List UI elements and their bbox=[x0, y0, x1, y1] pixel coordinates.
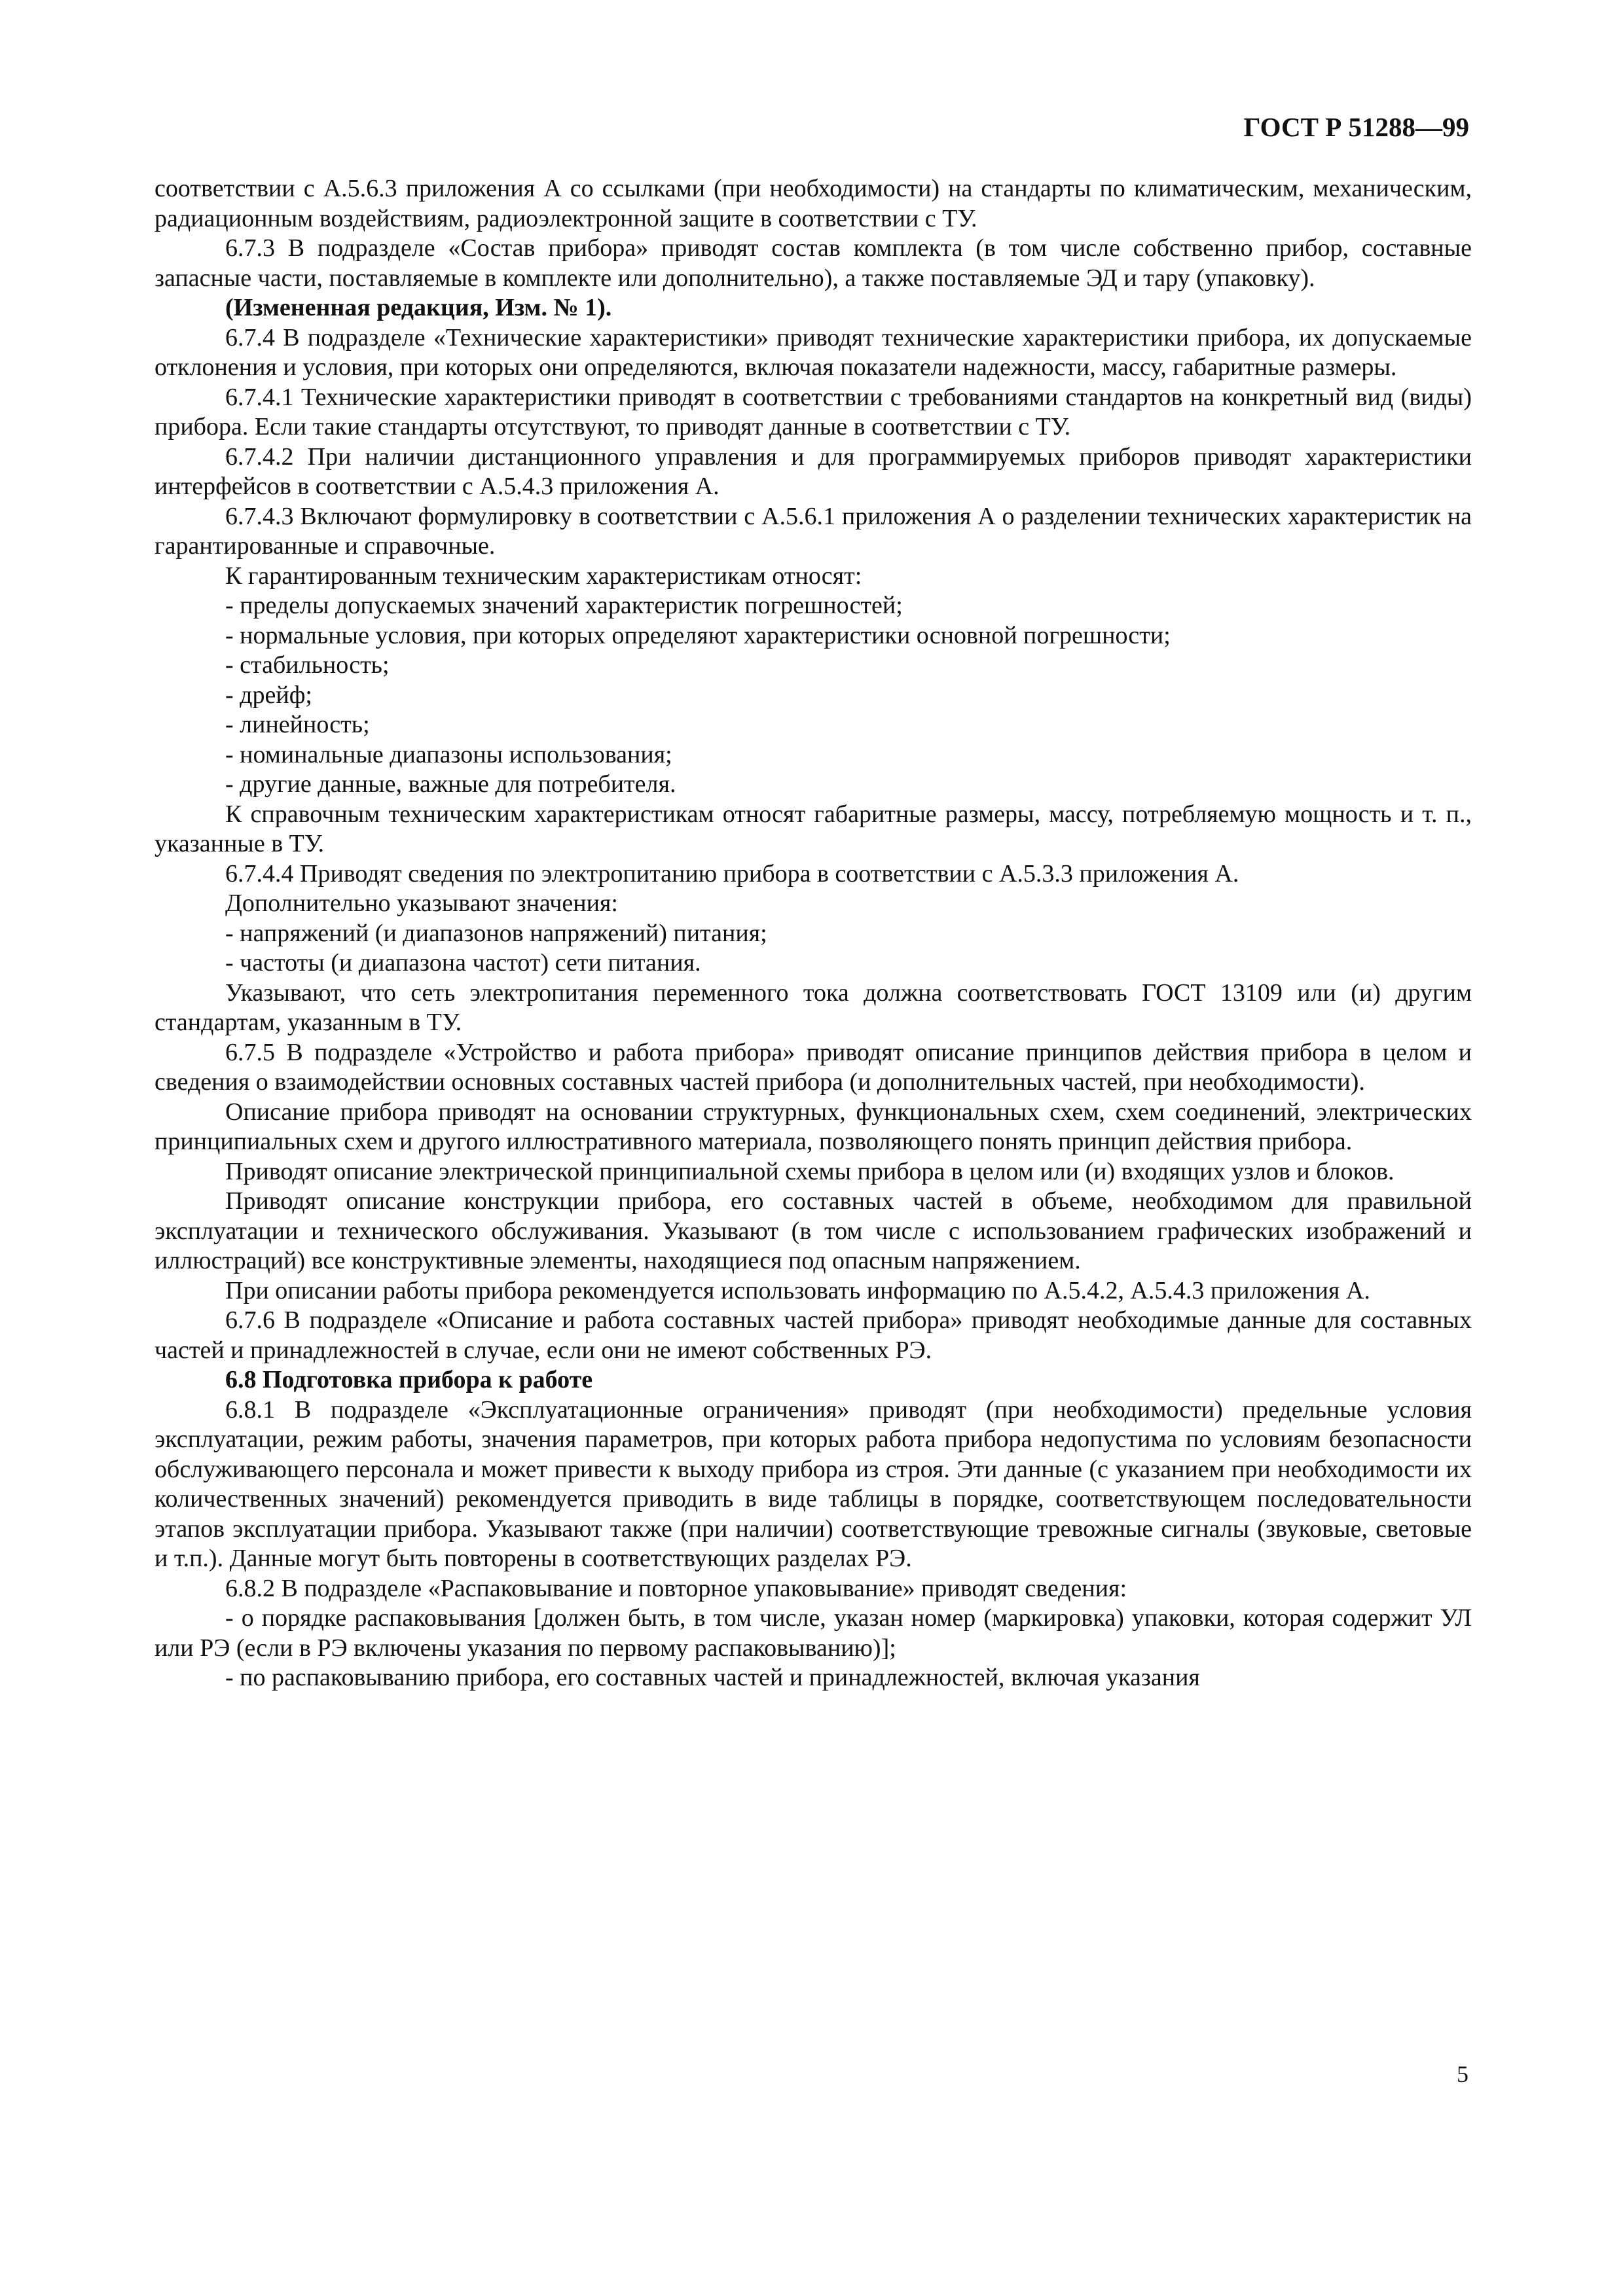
paragraph-6-7-4-3: 6.7.4.3 Включают формулировку в соответствии с А.5.6.1 приложения А о разделении технических характеристик на гарантированные и справочные. bbox=[155, 502, 1472, 560]
list-item: - напряжений (и диапазонов напряжений) питания; bbox=[225, 919, 767, 947]
list-item: - дрейф; bbox=[225, 681, 312, 709]
paragraph-6-8-1: 6.8.1 В подразделе «Эксплуатационные ограничения» приводят (при необходимости) предельные условия эксплуатации, режим работы, значения параметров, при которых работа прибора недопустима по условиям безопасности обслуживающего персонала и может привести к выходу прибора из строя. Эти данные (с указанием при необходимости их количественных значений) рекомендуется приводить в виде таблицы в порядке, соответствующем последовательности этапов эксплуатации прибора. Указывают также (при наличии) соответствующие тревожные сигналы (звуковые, световые и т.п.). Данные могут быть повторены в соответствующих разделах РЭ. bbox=[155, 1395, 1472, 1572]
paragraph-description-basis: Описание прибора приводят на основании структурных, функциональных схем, схем соединений, электрических принципиальных схем и другого иллюстративного материала, позволяющего понять принцип действия прибора. bbox=[155, 1098, 1472, 1155]
list-item: - о порядке распаковывания [должен быть, в том числе, указан номер (маркировка) упаковки, которая содержит УЛ или РЭ (если в РЭ включены указания по первому распаковыванию)]; bbox=[155, 1604, 1472, 1662]
paragraph-schematic-description: Приводят описание электрической принципиальной схемы прибора в целом или (и) входящих узлов и блоков. bbox=[225, 1157, 1395, 1185]
paragraph-operation-info: При описании работы прибора рекомендуется использовать информацию по А.5.4.2, А.5.4.3 приложения А. bbox=[225, 1276, 1370, 1304]
list-item: - пределы допускаемых значений характеристик погрешностей; bbox=[225, 592, 903, 619]
paragraph-continuation: соответствии с А.5.6.3 приложения А со ссылками (при необходимости) на стандарты по климатическим, механическим, радиационным воздействиям, радиоэлектронной защите в соответствии с ТУ. bbox=[155, 175, 1472, 232]
paragraph-6-8-2: 6.8.2 В подразделе «Распаковывание и повторное упаковывание» приводят сведения: bbox=[225, 1574, 1127, 1602]
paragraph-reference-characteristics: К справочным техническим характеристикам относят габаритные размеры, массу, потребляемую мощность и т. п., указанные в ТУ. bbox=[155, 800, 1472, 857]
list-item: - нормальные условия, при которых определяют характеристики основной погрешности; bbox=[225, 621, 1171, 649]
paragraph-6-7-5: 6.7.5 В подразделе «Устройство и работа прибора» приводят описание принципов действия прибора в целом и сведения о взаимодействии основных составных частей прибора (и дополнительных частей, при необходимости). bbox=[155, 1038, 1472, 1096]
paragraph-6-7-3: 6.7.3 В подразделе «Состав прибора» приводят состав комплекта (в том числе собственно прибор, составные запасные части, поставляемые в комплекте или дополнительно), а также поставляемые ЭД и тару (упаковку). bbox=[155, 234, 1472, 292]
page-number: 5 bbox=[1457, 2061, 1468, 2087]
section-heading-6-8: 6.8 Подготовка прибора к работе bbox=[225, 1366, 593, 1393]
paragraph-6-7-6: 6.7.6 В подразделе «Описание и работа составных частей прибора» приводят необходимые данные для составных частей и принадлежностей в случае, если они не имеют собственных РЭ. bbox=[155, 1306, 1472, 1364]
list-item: - частоты (и диапазона частот) сети питания. bbox=[225, 949, 701, 977]
paragraph-construction-description: Приводят описание конструкции прибора, его составных частей в объеме, необходимом для правильной эксплуатации и технического обслуживания. Указывают (в том числе с использованием графических изображений и иллюстраций) все конструктивные элементы, находящиеся под опасным напряжением. bbox=[155, 1187, 1472, 1274]
list-item: - номинальные диапазоны использования; bbox=[225, 740, 672, 768]
document-page bbox=[155, 113, 1472, 2220]
list-item: - стабильность; bbox=[225, 651, 390, 679]
list-item: - другие данные, важные для потребителя. bbox=[225, 770, 676, 798]
paragraph-6-7-4-1: 6.7.4.1 Технические характеристики приводят в соответствии с требованиями стандартов на конкретный вид (виды) прибора. Если такие стандарты отсутствуют, то приводят данные в соответствии с ТУ. bbox=[155, 383, 1472, 440]
paragraph-6-7-4-2: 6.7.4.2 При наличии дистанционного управления и для программируемых приборов приводят характеристики интерфейсов в соответствии с А.5.4.3 приложения А. bbox=[155, 442, 1472, 500]
paragraph-power-network: Указывают, что сеть электропитания переменного тока должна соответствовать ГОСТ 13109 или (и) другим стандартам, указанным в ТУ. bbox=[155, 978, 1472, 1036]
list-item: - по распаковыванию прибора, его составных частей и принадлежностей, включая указания bbox=[225, 1664, 1200, 1691]
paragraph-6-7-4: 6.7.4 В подразделе «Технические характеристики» приводят технические характеристики прибора, их допускаемые отклонения и условия, при которых они определяются, включая показатели надежности, массу, габаритные размеры. bbox=[155, 323, 1472, 381]
paragraph-6-7-4-4: 6.7.4.4 Приводят сведения по электропитанию прибора в соответствии с А.5.3.3 приложения А. bbox=[225, 859, 1239, 888]
amendment-note: (Измененная редакция, Изм. № 1). bbox=[225, 294, 612, 321]
paragraph-guaranteed-intro: К гарантированным техническим характеристикам относят: bbox=[225, 562, 862, 590]
paragraph-additional-values: Дополнительно указывают значения: bbox=[225, 889, 618, 917]
list-item: - линейность; bbox=[225, 711, 370, 738]
document-header: ГОСТ Р 51288—99 bbox=[1243, 112, 1469, 142]
